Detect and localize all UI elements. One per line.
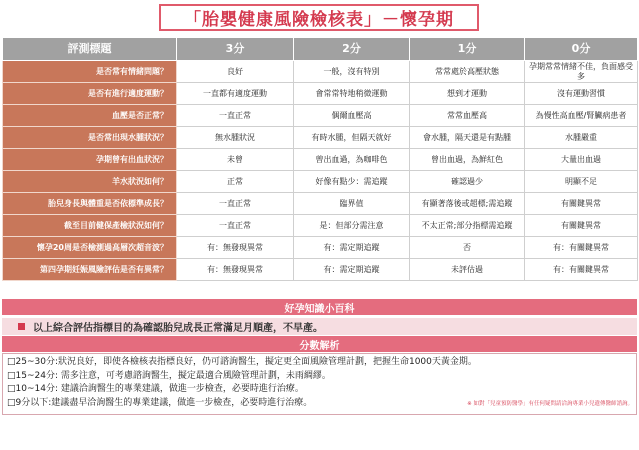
table-row xyxy=(3,215,638,237)
score-line: □9分以下:建議盡早洽詢醫生的專業建議，做進一步檢查，必要時進行治療。 xyxy=(7,397,313,408)
option-1pt: 未評估過 xyxy=(410,259,525,281)
table-row xyxy=(3,237,638,259)
knowledge-section-title: 好孕知識小百科 xyxy=(2,299,637,315)
square-bullet-icon xyxy=(18,323,25,330)
option-1pt: 曾出血過，為鮮紅色 xyxy=(410,149,525,171)
table-row xyxy=(3,127,638,149)
option-3pt: 良好 xyxy=(177,61,294,83)
option-3pt: 一直正常 xyxy=(177,193,294,215)
score-line: □15~24分: 需多注意，可考慮諮詢醫生，擬定最適合風險管理計劃，未雨綢繆。 xyxy=(7,370,331,381)
option-2pt: 會常常特地稍微運動 xyxy=(294,83,410,105)
question-cell: 是否常有情緒問題？ xyxy=(3,61,177,83)
notice-banner xyxy=(2,318,637,335)
question-cell: 截至目前健保產檢狀況如何？ xyxy=(3,215,177,237)
question-cell: 血壓是否正常？ xyxy=(3,105,177,127)
header-3pt: 3分 xyxy=(177,38,294,61)
option-0pt: 有：有關鍵異常 xyxy=(525,237,638,259)
header-0pt: 0分 xyxy=(525,38,638,61)
option-3pt: 有：無發現異常 xyxy=(177,237,294,259)
option-2pt: 是：但部分需注意 xyxy=(294,215,410,237)
option-2pt: 曾出血過，為咖啡色 xyxy=(294,149,410,171)
score-line: □25~30分:狀況良好，即使各檢核表指標良好，仍可諮詢醫生，擬定更全面風險管理計劃，把握生命1000天黃金期。 xyxy=(7,357,477,367)
option-1pt: 不太正常;部分指標需追蹤 xyxy=(410,215,525,237)
score-line: □10~14分: 建議洽詢醫生的專業建議，做進一步檢查，必要時進行治療。 xyxy=(7,384,304,394)
option-0pt: 明顯不足 xyxy=(525,171,638,193)
table-row xyxy=(3,83,638,105)
option-0pt: 沒有運動習慣 xyxy=(525,83,638,105)
risk-checklist-table xyxy=(2,37,638,281)
option-3pt: 一直都有適度運動 xyxy=(177,83,294,105)
question-cell: 是否有進行適度運動？ xyxy=(3,83,177,105)
table-row xyxy=(3,259,638,281)
option-0pt: 有關鍵異常 xyxy=(525,193,638,215)
table-row xyxy=(3,171,638,193)
question-cell: 第四孕期妊娠風險評估是否有異常？ xyxy=(3,259,177,281)
option-2pt: 有：需定期追蹤 xyxy=(294,237,410,259)
table-row xyxy=(3,61,638,83)
option-2pt: 有：需定期追蹤 xyxy=(294,259,410,281)
table-header-row xyxy=(3,38,638,61)
option-1pt: 確認過少 xyxy=(410,171,525,193)
option-3pt: 無水腫狀況 xyxy=(177,127,294,149)
option-0pt: 有關鍵異常 xyxy=(525,215,638,237)
option-2pt: 臨界值 xyxy=(294,193,410,215)
option-1pt: 否 xyxy=(410,237,525,259)
option-3pt: 一直正常 xyxy=(177,215,294,237)
question-cell: 是否常出現水腫狀況？ xyxy=(3,127,177,149)
header-title: 評測標題 xyxy=(3,38,177,61)
header-1pt: 1分 xyxy=(410,38,525,61)
question-cell: 胎兒身長與體重是否依標準成長？ xyxy=(3,193,177,215)
option-0pt: 為慢性高血壓/腎臟病患者 xyxy=(525,105,638,127)
option-2pt: 偶爾血壓高 xyxy=(294,105,410,127)
page-title: 「胎嬰健康風險檢核表」－懷孕期 xyxy=(159,4,479,31)
question-cell: 羊水狀況如何？ xyxy=(3,171,177,193)
option-3pt: 未曾 xyxy=(177,149,294,171)
footnote: ※ 如對「兒童預防醫學」有任何疑問請洽詢專業小兒遺傳醫師諮詢。 xyxy=(467,401,633,407)
option-0pt: 水腫嚴重 xyxy=(525,127,638,149)
option-2pt: 一般，沒有特別 xyxy=(294,61,410,83)
option-0pt: 孕期常常情緒不佳，負面感受多 xyxy=(525,61,638,83)
score-section-title: 分數解析 xyxy=(2,336,637,352)
header-2pt: 2分 xyxy=(294,38,410,61)
table-row xyxy=(3,105,638,127)
option-1pt: 想到才運動 xyxy=(410,83,525,105)
option-3pt: 正常 xyxy=(177,171,294,193)
option-2pt: 好像有點少：需追蹤 xyxy=(294,171,410,193)
option-3pt: 有：無發現異常 xyxy=(177,259,294,281)
notice-text: 以上綜合評估指標目的為確認胎兒成長正常滿足月順產，不早產。 xyxy=(33,323,323,334)
option-0pt: 大量出血過 xyxy=(525,149,638,171)
question-cell: 孕期曾有出血狀況？ xyxy=(3,149,177,171)
option-1pt: 會水腫，隔天還是有點腫 xyxy=(410,127,525,149)
option-2pt: 有時水腫，但隔天就好 xyxy=(294,127,410,149)
table-row xyxy=(3,193,638,215)
option-1pt: 有顯著落後或超標;需追蹤 xyxy=(410,193,525,215)
option-1pt: 常常血壓高 xyxy=(410,105,525,127)
question-cell: 懷孕20周是否檢測過高層次超音波？ xyxy=(3,237,177,259)
table-row xyxy=(3,149,638,171)
option-1pt: 常常處於高壓狀態 xyxy=(410,61,525,83)
option-0pt: 有：有關鍵異常 xyxy=(525,259,638,281)
option-3pt: 一直正常 xyxy=(177,105,294,127)
